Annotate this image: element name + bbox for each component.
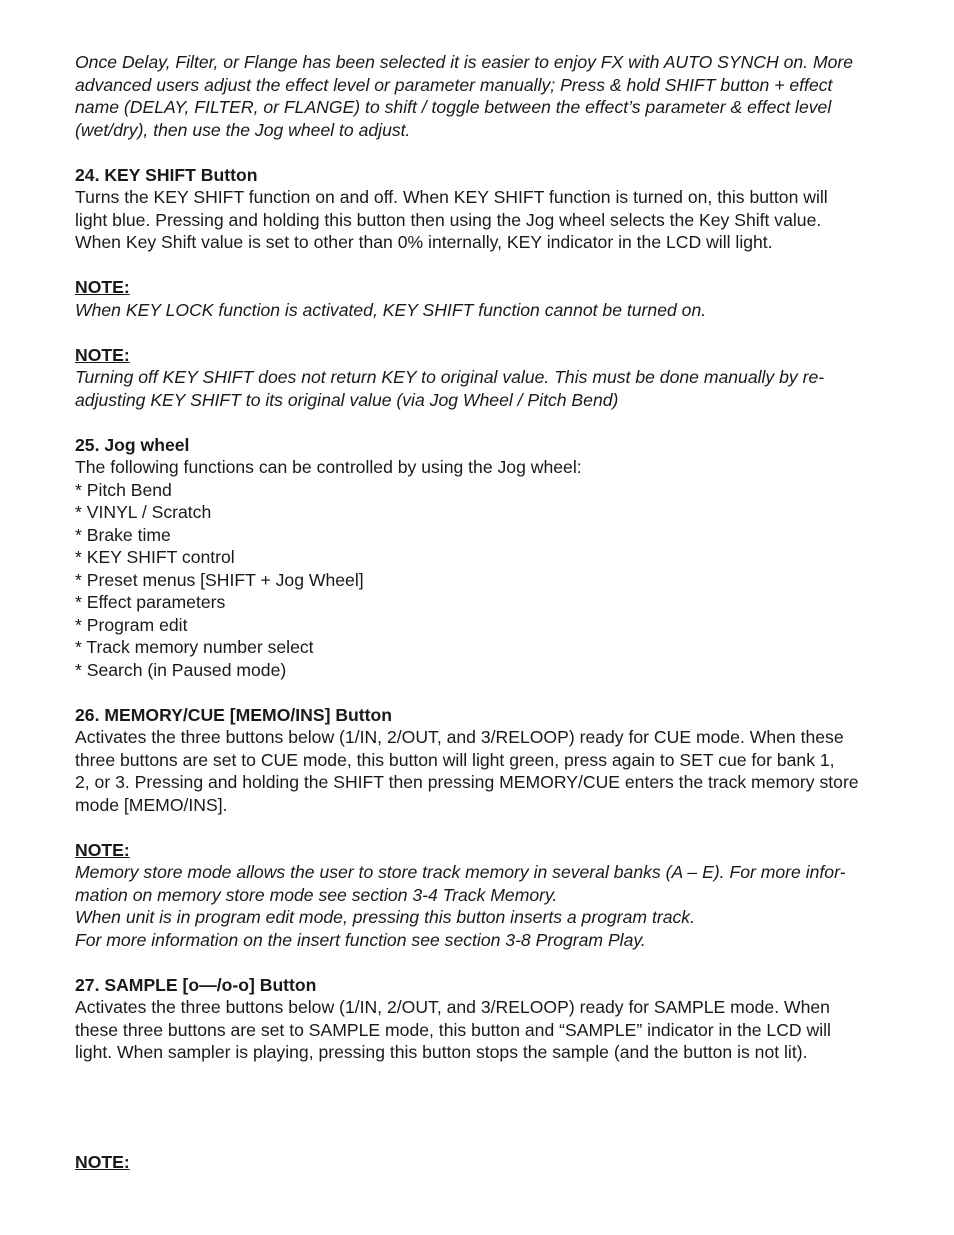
section-25 [75, 434, 898, 682]
body-line: Activates the three buttons below (1/IN, 2/OUT, and 3/RELOOP) ready for CUE mode. When these [75, 727, 844, 747]
body-line: light. When sampler is playing, pressing this button stops the sample (and the button is not lit). [75, 1042, 808, 1062]
body-line: light blue. Pressing and holding this button then using the Jog wheel selects the Key Shift value. [75, 209, 822, 230]
list-item: * Search (in Paused mode) [75, 659, 287, 680]
section-heading: 24. KEY SHIFT Button [75, 164, 258, 185]
body-line: these three buttons are set to SAMPLE mode, this button and “SAMPLE” indicator in the LCD will [75, 1019, 831, 1040]
note-line: mation on memory store mode see section 3-4 Track Memory. [75, 884, 558, 905]
note-line: Memory store mode allows the user to store track memory in several banks (A – E). For more infor- [75, 862, 846, 882]
note-line: For more information on the insert function see section 3-8 Program Play. [75, 929, 646, 950]
note-label: NOTE: [75, 839, 130, 860]
section-heading: 25. Jog wheel [75, 434, 190, 455]
note-line: When KEY LOCK function is activated, KEY SHIFT function cannot be turned on. [75, 299, 707, 320]
intro-paragraph [75, 51, 898, 141]
bottom-note-label: NOTE: [75, 1152, 130, 1172]
list-item: * Track memory number select [75, 637, 314, 657]
list-item: * Program edit [75, 614, 188, 635]
body-line: Turns the KEY SHIFT function on and off. When KEY SHIFT function is turned on, this button will [75, 187, 828, 207]
list-item: * KEY SHIFT control [75, 547, 235, 567]
section-27 [75, 974, 898, 1064]
section-26 [75, 704, 898, 952]
intro-line: (wet/dry), then use the Jog wheel to adjust. [75, 119, 411, 140]
section-24 [75, 164, 898, 412]
manual-page [75, 51, 898, 1064]
note-line: adjusting KEY SHIFT to its original value (via Jog Wheel / Pitch Bend) [75, 389, 619, 410]
intro-line: Once Delay, Filter, or Flange has been selected it is easier to enjoy FX with AUTO SYNCH on. More [75, 52, 854, 72]
list-item: * Pitch Bend [75, 479, 172, 500]
note-line: Turning off KEY SHIFT does not return KEY to original value. This must be done manually by re- [75, 367, 825, 387]
section-heading: 26. MEMORY/CUE [MEMO/INS] Button [75, 704, 393, 725]
list-item: * Brake time [75, 524, 171, 545]
body-line: mode [MEMO/INS]. [75, 794, 228, 815]
body-line: Activates the three buttons below (1/IN, 2/OUT, and 3/RELOOP) ready for SAMPLE mode. When [75, 997, 830, 1017]
list-item: * VINYL / Scratch [75, 502, 212, 522]
jog-function-list [75, 479, 898, 682]
note-label: NOTE: [75, 344, 130, 365]
intro-line: name (DELAY, FILTER, or FLANGE) to shift / toggle between the effect’s parameter & effect level [75, 97, 832, 117]
intro-line: advanced users adjust the effect level or parameter manually; Press & hold SHIFT button + effect [75, 74, 833, 95]
body-line: three buttons are set to CUE mode, this button will light green, press again to SET cue for bank 1, [75, 749, 835, 770]
list-item: * Effect parameters [75, 592, 226, 612]
body-line: The following functions can be controlled by using the Jog wheel: [75, 457, 582, 477]
section-heading: 27. SAMPLE [o—/o-o] Button [75, 974, 317, 995]
body-line: 2, or 3. Pressing and holding the SHIFT then pressing MEMORY/CUE enters the track memory store [75, 772, 859, 792]
list-item: * Preset menus [SHIFT + Jog Wheel] [75, 569, 364, 590]
body-line: When Key Shift value is set to other than 0% internally, KEY indicator in the LCD will light. [75, 232, 773, 252]
note-line: When unit is in program edit mode, pressing this button inserts a program track. [75, 907, 695, 927]
note-label: NOTE: [75, 277, 130, 297]
